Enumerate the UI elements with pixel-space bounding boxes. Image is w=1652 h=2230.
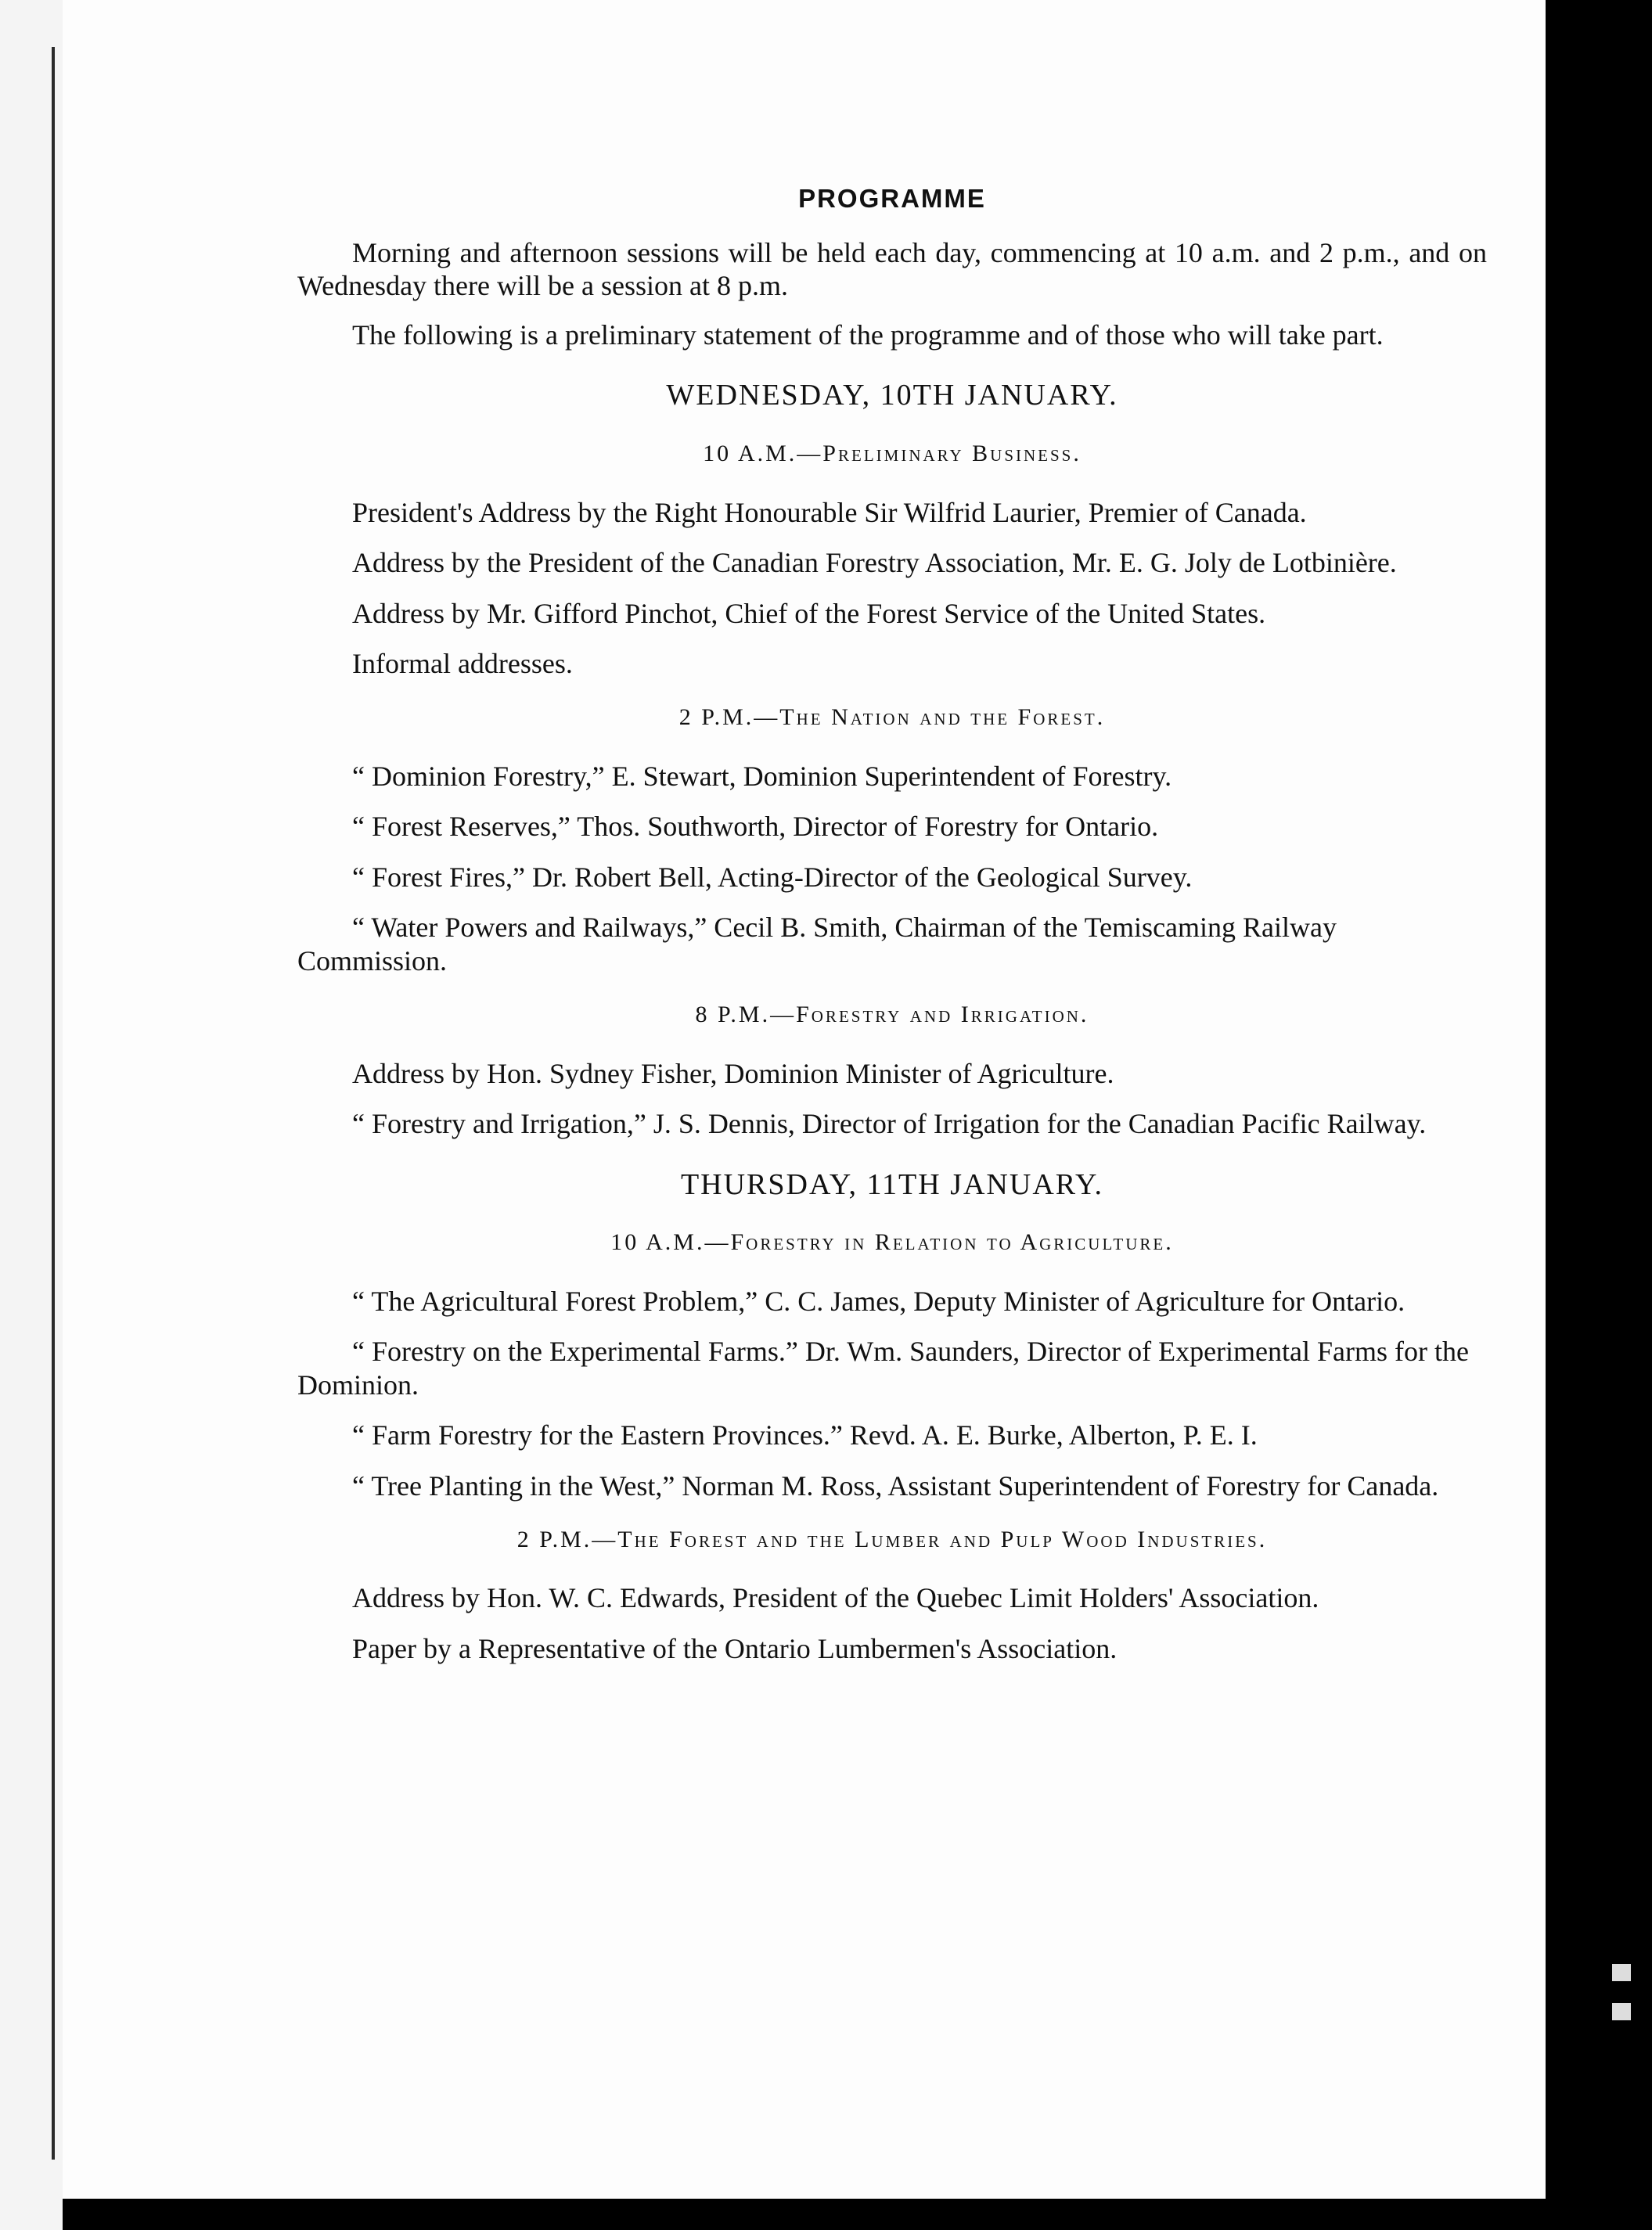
programme-item: “ Water Powers and Railways,” Cecil B. Smith, Chairman of the Temiscaming Railway Commission.: [297, 912, 1337, 977]
programme-item: “ Dominion Forestry,” E. Stewart, Dominion Superintendent of Forestry.: [352, 760, 1172, 792]
session-heading: 10 A.M.—Preliminary Business.: [703, 441, 1082, 467]
programme-item: “ Farm Forestry for the Eastern Provinces.” Revd. A. E. Burke, Alberton, P. E. I.: [352, 1419, 1258, 1451]
programme-item: “ Forest Reserves,” Thos. Southworth, Director of Forestry for Ontario.: [352, 811, 1159, 843]
programme-item: President's Address by the Right Honourable Sir Wilfrid Laurier, Premier of Canada.: [352, 496, 1307, 528]
day-heading: THURSDAY, 11TH JANUARY.: [680, 1167, 1104, 1201]
programme-item: Address by Hon. Sydney Fisher, Dominion Minister of Agriculture.: [352, 1057, 1114, 1089]
programme-item: Address by Mr. Gifford Pinchot, Chief of the Forest Service of the United States.: [352, 597, 1266, 629]
session-heading: 10 A.M.—Forestry in Relation to Agriculture.: [610, 1229, 1174, 1256]
programme-item: Informal addresses.: [352, 647, 573, 679]
binding-gutter: [52, 47, 55, 2160]
programme-item: “ The Agricultural Forest Problem,” C. C. James, Deputy Minister of Agriculture for Ontario.: [352, 1285, 1405, 1317]
session-heading: 8 P.M.—Forestry and Irrigation.: [695, 1002, 1089, 1028]
programme-content: [297, 184, 1487, 1682]
programme-item: “ Forestry on the Experimental Farms.” Dr. Wm. Saunders, Director of Experimental Farms for the Dominion.: [297, 1336, 1469, 1401]
programme-item: Address by the President of the Canadian Forestry Association, Mr. E. G. Joly de Lotbinière.: [352, 547, 1397, 579]
programme-item: “ Tree Planting in the West,” Norman M. Ross, Assistant Superintendent of Forestry for Canada.: [352, 1469, 1439, 1502]
page-title: PROGRAMME: [798, 184, 986, 213]
scan-mark: [1612, 2003, 1631, 2020]
programme-item: “ Forestry and Irrigation,” J. S. Dennis, Director of Irrigation for the Canadian Pacific Railway.: [352, 1108, 1427, 1140]
programme-item: Paper by a Representative of the Ontario Lumbermen's Association.: [352, 1632, 1118, 1664]
intro-paragraph: Morning and afternoon sessions will be held each day, commencing at 10 a.m. and 2 p.m., and on Wednesday there will be a session at 8 p.m.: [297, 236, 1487, 302]
session-heading: 2 P.M.—The Nation and the Forest.: [678, 704, 1106, 731]
day-heading: WEDNESDAY, 10TH JANUARY.: [666, 379, 1118, 412]
document-page: [63, 0, 1546, 2199]
session-heading: 2 P.M.—The Forest and the Lumber and Pulp Wood Industries.: [516, 1527, 1268, 1553]
scan-mark: [1612, 1964, 1631, 1981]
intro-paragraph: The following is a preliminary statement of the programme and of those who will take part.: [352, 318, 1384, 351]
programme-item: Address by Hon. W. C. Edwards, President of the Quebec Limit Holders' Association.: [352, 1582, 1319, 1614]
programme-item: “ Forest Fires,” Dr. Robert Bell, Acting-Director of the Geological Survey.: [352, 861, 1193, 893]
